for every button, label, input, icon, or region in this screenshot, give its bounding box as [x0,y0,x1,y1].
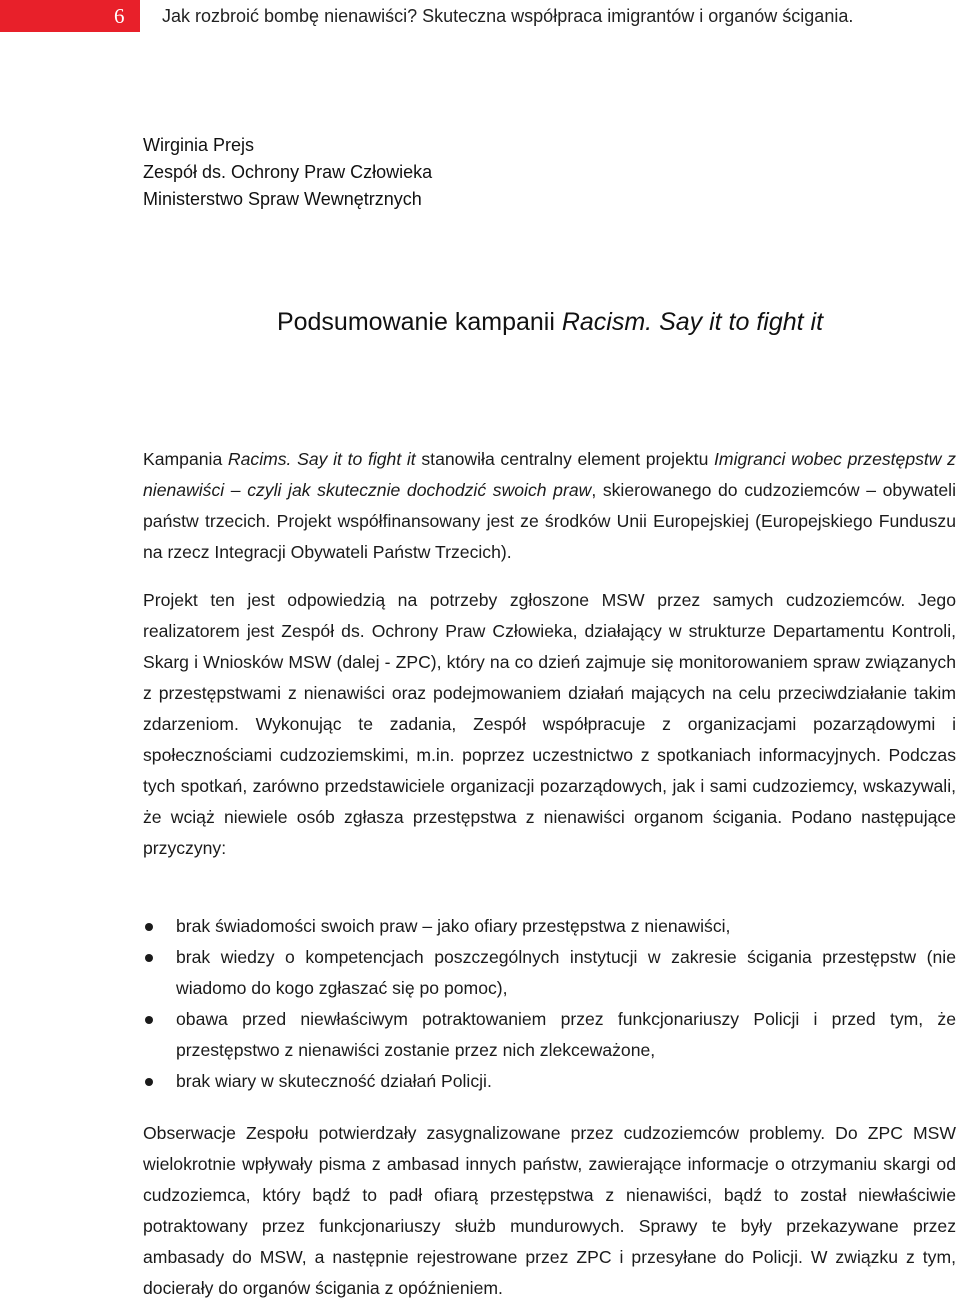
reasons-list [143,911,956,1097]
paragraph-intro-text-1: Kampania [143,449,228,469]
author-block [143,132,432,213]
paragraph-intro-text-2: stanowiła centralny element projektu [415,449,715,469]
paragraph-intro-project-name: Imigranci wobec przestępstw z nienawiści – czyli jak skutecznie dochodzić swoich praw [143,449,956,500]
document-heading [0,308,960,337]
paragraph-observations-text: Obserwacje Zespołu potwierdzały zasygnalizowane przez cudzoziemców problemy. Do ZPC MSW wielokrotnie wpływały pisma z ambasad innych państw, zawierające informacje o otrzymaniu skargi od cudzoziemca, który bądź to padł ofiarą przestępstwa z nienawiści, bądź to został niewłaściwie potraktowany przez funkcjonariuszy służb mundurowych. Sprawy te były przekazywane przez ambasady do MSW, a następnie rejestrowane przez ZPC i przesyłane do Policji. W związku z tym, docierały do organów ścigania z opóźnieniem. [143,1123,956,1298]
paragraph-intro [143,444,956,568]
heading-campaign-name: Racism. Say it to fight it [561,308,824,336]
bullet-icon [145,1016,153,1024]
bullet-icon [145,954,153,962]
author-institution: Ministerstwo Spraw Wewnętrznych [143,189,422,209]
paragraph-project [143,585,956,864]
paragraph-project-text: Projekt ten jest odpowiedzią na potrzeby zgłoszone MSW przez samych cudzoziemców. Jego realizatorem jest Zespół ds. Ochrony Praw Człowieka, działający w strukturze Departamentu Kontroli, Skarg i Wniosków MSW (dalej - ZPC), który na co dzień zajmuje się monitorowaniem spraw związanych z przestępstwami z nienawiści oraz podejmowaniem działań mających na celu przeciwdziałanie takim zdarzeniom. Wykonując te zadania, Zespół współpracuje z organizacjami pozarządowymi i społecznościami cudzoziemskimi, m.in. poprzez uczestnictwo z spotkaniach informacyjnych. Podczas tych spotkań, zarówno przedstawiciele organizacji pozarządowych, jak i sami cudzoziemcy, wskazywali, że wciąż niewiele osób zgłasza przestępstwa z nienawiści organom ścigania. Podano następujące przyczyny: [143,590,956,858]
page-number: 6 [114,4,125,28]
list-item-text: brak świadomości swoich praw – jako ofiary przestępstwa z nienawiści, [176,916,731,936]
bullet-icon [145,1078,153,1086]
heading-prefix: Podsumowanie kampanii [276,308,562,336]
bullet-icon [145,923,153,931]
list-item-text: brak wiedzy o kompetencjach poszczególnych instytucji w zakresie ścigania przestępstw (nie wiadomo do kogo zgłaszać się po pomoc), [176,947,956,998]
list-item [143,1066,956,1097]
list-item [143,1004,956,1066]
running-header-title: Jak rozbroić bombę nienawiści? Skuteczna współpraca imigrantów i organów ścigania. [162,6,854,26]
list-item [143,911,956,942]
list-item [143,942,956,1004]
paragraph-intro-campaign: Racims. Say it to fight it [227,449,416,469]
author-unit: Zespół ds. Ochrony Praw Człowieka [143,162,433,182]
list-item-text: brak wiary w skuteczność działań Policji. [176,1071,492,1091]
paragraph-intro-text-3: , skierowanego do cudzoziemców – obywateli państw trzecich. Projekt współfinansowany jest ze środków Unii Europejskiej (Europejskiego Funduszu na rzecz Integracji Obywateli Państw Trzecich). [143,480,956,562]
author-name: Wirginia Prejs [143,135,255,155]
list-item-text: obawa przed niewłaściwym potraktowaniem przez funkcjonariuszy Policji i przed tym, że przestępstwo z nienawiści zostanie przez nich zlekceważone, [176,1009,956,1060]
paragraph-observations [143,1118,956,1304]
